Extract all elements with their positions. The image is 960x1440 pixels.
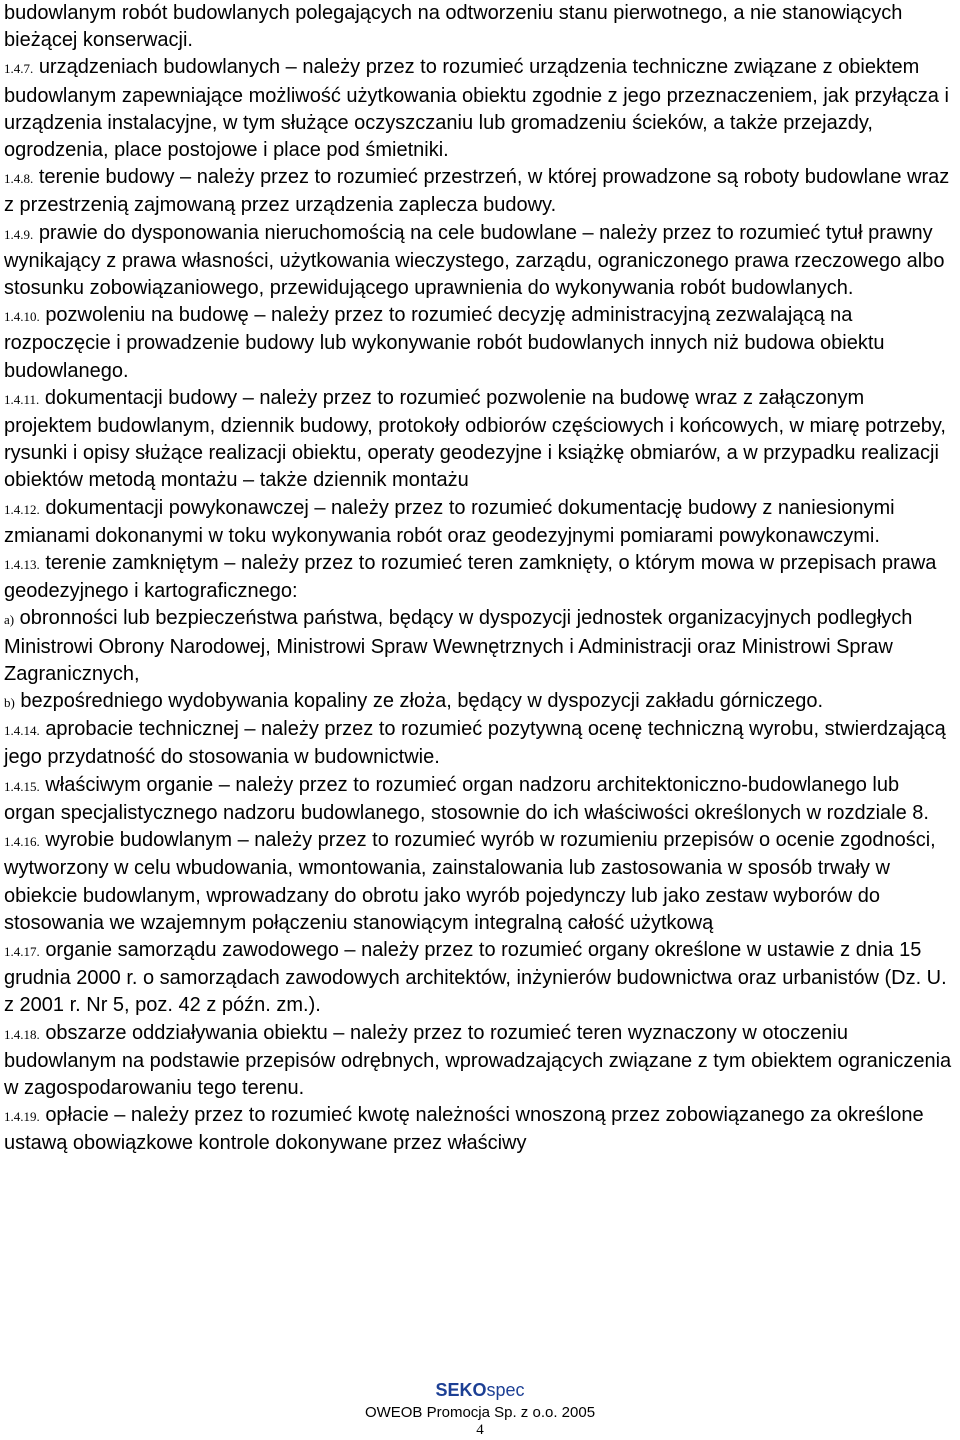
- section-number: 1.4.7.: [4, 61, 34, 77]
- definition-1-4-13: [4, 550, 954, 605]
- paragraph-text: pozwoleniu na budowę – należy przez to rozumieć decyzję administracyjną zezwalającą na rozpoczęcie i prowadzenie budowy lub wykonywanie robót budowlanych innych niż budowa obiektu budowlanego.: [4, 304, 885, 382]
- item-letter: b): [4, 695, 15, 711]
- paragraph-text: obronności lub bezpieczeństwa państwa, będący w dyspozycji jednostek organizacyjnych podległych Ministrowi Obrony Narodowej, Ministrowi Spraw Wewnętrznych i Administracji oraz Ministrowi Spraw Zagranicznych,: [4, 607, 913, 685]
- definition-1-4-17: [4, 937, 954, 1020]
- definitions-list: [4, 0, 954, 1158]
- paragraph-text: budowlanym robót budowlanych polegających na odtworzeniu stanu pierwotnego, a nie stanowiących bieżącej konserwacji.: [4, 2, 903, 52]
- section-number: 1.4.17.: [4, 943, 40, 959]
- definition-1-4-15: [4, 772, 954, 827]
- paragraph-text: opłacie – należy przez to rozumieć kwotę należności wnoszoną przez zobowiązanego za określone ustawą obowiązkowe kontrole dokonywane przez właściwy: [4, 1104, 924, 1155]
- section-number: 1.4.9.: [4, 226, 34, 242]
- paragraph-text: właściwym organie – należy przez to rozumieć organ nadzoru architektoniczno-budowlanego lub organ specjalistycznego nadzoru budowlanego, stosownie do ich właściwości określonych w rozdziale 8.: [4, 773, 929, 824]
- section-number: 1.4.10.: [4, 309, 40, 325]
- definition-1-4-7: [4, 54, 954, 164]
- paragraph-text: wyrobie budowlanym – należy przez to rozumieć wyrób w rozumieniu przepisów o ocenie zgodności, wytworzony w celu wbudowania, wmontowania, zainstalowania lub zastosowania w sposób trwały w obiekcie budowlanym, wprowadzany do obrotu jako wyrób pojedynczy lub jako zestaw wyborów do stosowania we wzajemnym połączeniu stanowiącym integralną całość użytkową: [4, 829, 936, 934]
- section-number: 1.4.18.: [4, 1026, 40, 1042]
- paragraph-text: aprobacie technicznej – należy przez to rozumieć pozytywną ocenę techniczną wyrobu, stwierdzającą jego przydatność do stosowania w budownictwie.: [4, 718, 946, 769]
- section-number: 1.4.12.: [4, 501, 40, 517]
- definition-1-4-9: [4, 220, 954, 303]
- paragraph-text: organie samorządu zawodowego – należy przez to rozumieć organy określone w ustawie z dnia 15 grudnia 2000 r. o samorządach zawodowych architektów, inżynierów budownictwa oraz urbanistów (Dz. U. z 2001 r. Nr 5, poz. 42 z późn. zm.).: [4, 938, 947, 1017]
- sub-item-a: [4, 605, 954, 688]
- brand-rest: spec: [486, 1380, 525, 1400]
- definition-1-4-19: [4, 1102, 954, 1157]
- definition-1-4-18: [4, 1020, 954, 1103]
- footer-brand-logo: [0, 1380, 960, 1401]
- section-number: 1.4.14.: [4, 723, 40, 739]
- definition-1-4-14: [4, 716, 954, 771]
- paragraph-text: terenie budowy – należy przez to rozumieć przestrzeń, w której prowadzone są roboty budowlane wraz z przestrzenią zajmowaną przez urządzenia zaplecza budowy.: [4, 166, 950, 217]
- footer-company: OWEOB Promocja Sp. z o.o. 2005: [364, 1404, 596, 1421]
- page-number: 4: [476, 1422, 484, 1438]
- definition-1-4-8: [4, 164, 954, 219]
- paragraph-text: dokumentacji budowy – należy przez to rozumieć pozwolenie na budowę wraz z załączonym projektem budowlanym, dziennik budowy, protokoły odbiorów częściowych i końcowych, w miarę potrzeby, rysunki i opisy służące realizacji obiektu, operaty geodezyjne i książkę obmiarów, a w przypadku realizacji obiektów metodą montażu – także dziennik montażu: [4, 386, 946, 492]
- section-number: 1.4.11.: [4, 391, 40, 407]
- paragraph-text: obszarze oddziaływania obiektu – należy przez to rozumieć teren wyznaczony w otoczeniu budowlanym na podstawie przepisów odrębnych, wprowadzających związane z tym obiektem ograniczenia w zagospodarowaniu tego terenu.: [4, 1021, 952, 1099]
- definition-1-4-12: [4, 495, 954, 550]
- section-number: 1.4.19.: [4, 1109, 40, 1125]
- section-number: 1.4.8.: [4, 171, 34, 187]
- definition-1-4-16: [4, 827, 954, 937]
- section-number: 1.4.16.: [4, 834, 40, 850]
- paragraph-text: dokumentacji powykonawczej – należy przez to rozumieć dokumentację budowy z naniesionymi zmianami dokonanymi w toku wykonywania robót oraz geodezyjnymi pomiarami powykonawczymi.: [4, 496, 895, 547]
- paragraph-text: bezpośredniego wydobywania kopaliny ze złoża, będący w dyspozycji zakładu górniczego.: [20, 690, 824, 713]
- sub-item-b: [4, 688, 954, 716]
- paragraph-continuation: [4, 0, 954, 54]
- brand-bold: SEKO: [435, 1380, 487, 1400]
- definition-1-4-11: [4, 385, 954, 495]
- paragraph-text: urządzeniach budowlanych – należy przez to rozumieć urządzenia techniczne związane z obiektem budowlanym zapewniające możliwość użytkowania obiektu zgodnie z jego przeznaczeniem, jak przyłącza i urządzenia instalacyjne, w tym służące oczyszczaniu lub gromadzeniu ścieków, a także przejazdy, ogrodzenia, place postojowe i place pod śmietniki.: [4, 56, 949, 162]
- definition-1-4-10: [4, 302, 954, 385]
- paragraph-text: terenie zamkniętym – należy przez to rozumieć teren zamknięty, o którym mowa w przepisach prawa geodezyjnego i kartograficznego:: [4, 552, 937, 603]
- paragraph-text: prawie do dysponowania nieruchomością na cele budowlane – należy przez to rozumieć tytuł prawny wynikający z prawa własności, użytkowania wieczystego, zarządu, ograniczonego prawa rzeczowego albo stosunku zobowiązaniowego, przewidującego uprawnienia do wykonywania robót budowlanych.: [4, 221, 945, 300]
- item-letter: a): [4, 612, 15, 628]
- section-number: 1.4.15.: [4, 778, 40, 794]
- section-number: 1.4.13.: [4, 557, 40, 573]
